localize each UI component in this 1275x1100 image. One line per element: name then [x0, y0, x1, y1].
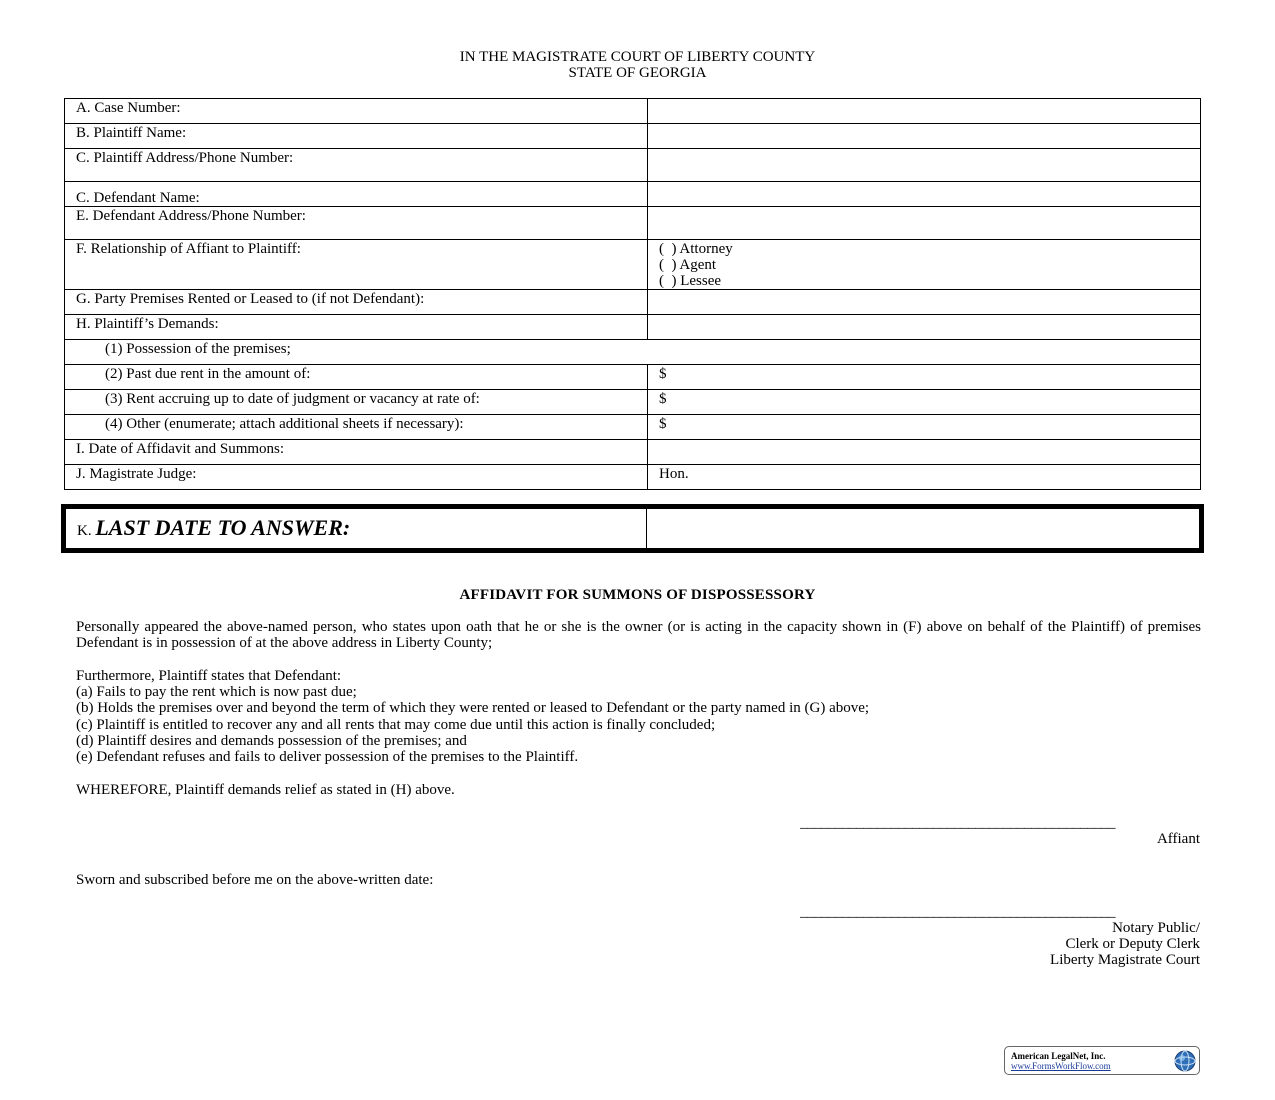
table-row	[65, 99, 1201, 124]
furthermore-section	[76, 668, 1201, 765]
defendant-name-label: C. Defendant Name:	[65, 182, 648, 207]
notary-block	[700, 920, 1200, 969]
defendant-address-label: E. Defendant Address/Phone Number:	[65, 207, 648, 240]
lessee-checkbox[interactable]: ( ) Lessee	[659, 273, 722, 289]
table-row	[65, 390, 1201, 415]
plaintiff-name-label: B. Plaintiff Name:	[65, 124, 648, 149]
affidavit-title: AFFIDAVIT FOR SUMMONS OF DISPOSSESSORY	[459, 587, 816, 603]
list-item: (d) Plaintiff desires and demands possession of the premises; and	[76, 732, 467, 749]
list-item: (a) Fails to pay the rent which is now past due;	[76, 684, 357, 701]
last-date-divider	[646, 509, 647, 548]
party-premises-field[interactable]	[648, 290, 1201, 315]
clerk-label: Clerk or Deputy Clerk	[1065, 936, 1200, 953]
demands-label: H. Plaintiff’s Demands:	[65, 315, 648, 340]
state-title: STATE OF GEORGIA	[568, 65, 707, 81]
globe-icon	[1173, 1049, 1197, 1073]
accruing-label: (3) Rent accruing up to date of judgment or vacancy at rate of:	[65, 390, 648, 415]
last-date-box	[61, 504, 1204, 553]
case-info-table	[64, 98, 1201, 490]
affiant-label: Affiant	[1156, 831, 1200, 847]
accruing-field[interactable]: $	[648, 390, 1201, 415]
table-row	[65, 415, 1201, 440]
relationship-label: F. Relationship of Affiant to Plaintiff:	[65, 240, 648, 290]
american-legalnet-logo[interactable]	[1004, 1046, 1200, 1075]
other-label: (4) Other (enumerate; attach additional sheets if necessary):	[65, 415, 648, 440]
other-field[interactable]: $	[648, 415, 1201, 440]
table-row	[65, 290, 1201, 315]
court-header	[0, 49, 1275, 81]
relationship-options	[648, 240, 1201, 290]
defendant-address-field[interactable]	[648, 207, 1201, 240]
table-row	[65, 440, 1201, 465]
notary-signature-line[interactable]: _____________________________________________	[800, 904, 1115, 920]
table-row	[65, 124, 1201, 149]
court-name-label: Liberty Magistrate Court	[1050, 952, 1200, 969]
table-row	[65, 340, 1201, 365]
affiant-signature-line[interactable]: _____________________________________________	[800, 815, 1115, 831]
last-date-prefix: K.	[77, 523, 92, 539]
case-number-label: A. Case Number:	[65, 99, 648, 124]
furthermore-text: Furthermore, Plaintiff states that Defendant:	[76, 668, 342, 684]
list-item: (c) Plaintiff is entitled to recover any and all rents that may come due until this action is finally concluded;	[76, 716, 716, 733]
party-premises-label: G. Party Premises Rented or Leased to (if not Defendant):	[65, 290, 648, 315]
defendant-name-field[interactable]	[648, 182, 1201, 207]
past-due-field[interactable]: $	[648, 365, 1201, 390]
plaintiff-address-field[interactable]	[648, 149, 1201, 182]
table-row	[65, 365, 1201, 390]
table-row	[65, 465, 1201, 490]
date-affidavit-field[interactable]	[648, 440, 1201, 465]
magistrate-judge-label: J. Magistrate Judge:	[65, 465, 648, 490]
agent-checkbox[interactable]: ( ) Agent	[659, 257, 717, 273]
demands-field[interactable]	[648, 315, 1201, 340]
list-item: (e) Defendant refuses and fails to deliver possession of the premises to the Plaintiff.	[76, 749, 579, 766]
attorney-checkbox[interactable]: ( ) Attorney	[659, 241, 733, 257]
magistrate-judge-field[interactable]: Hon.	[648, 465, 1201, 490]
wherefore-text: WHEREFORE, Plaintiff demands relief as stated in (H) above.	[76, 782, 455, 798]
logo-brand: American LegalNet, Inc.	[1011, 1051, 1106, 1061]
notary-label: Notary Public/	[1112, 920, 1200, 936]
plaintiff-name-field[interactable]	[648, 124, 1201, 149]
past-due-label: (2) Past due rent in the amount of:	[65, 365, 648, 390]
last-date-text: LAST DATE TO ANSWER:	[95, 515, 351, 540]
possession-label: (1) Possession of the premises;	[65, 340, 1201, 365]
case-number-field[interactable]	[648, 99, 1201, 124]
table-row	[65, 315, 1201, 340]
last-date-label	[77, 515, 350, 541]
table-row	[65, 149, 1201, 182]
table-row	[65, 240, 1201, 290]
list-item: (b) Holds the premises over and beyond the term of which they were rented or leased to Defendant or the party named in (G) above;	[76, 700, 870, 717]
table-row	[65, 207, 1201, 240]
date-affidavit-label: I. Date of Affidavit and Summons:	[65, 440, 648, 465]
court-title: IN THE MAGISTRATE COURT OF LIBERTY COUNTY	[459, 49, 816, 65]
plaintiff-address-label: C. Plaintiff Address/Phone Number:	[65, 149, 648, 182]
sworn-text: Sworn and subscribed before me on the above-written date:	[76, 872, 434, 888]
logo-url-link[interactable]: www.FormsWorkFlow.com	[1011, 1061, 1111, 1071]
intro-paragraph: Personally appeared the above-named person, who states upon oath that he or she is the owner (or is acting in the capacity shown in (F) above on behalf of the Plaintiff) of premises Defendant is in possession of at the above address in Liberty County;	[76, 619, 1201, 652]
table-row	[65, 182, 1201, 207]
